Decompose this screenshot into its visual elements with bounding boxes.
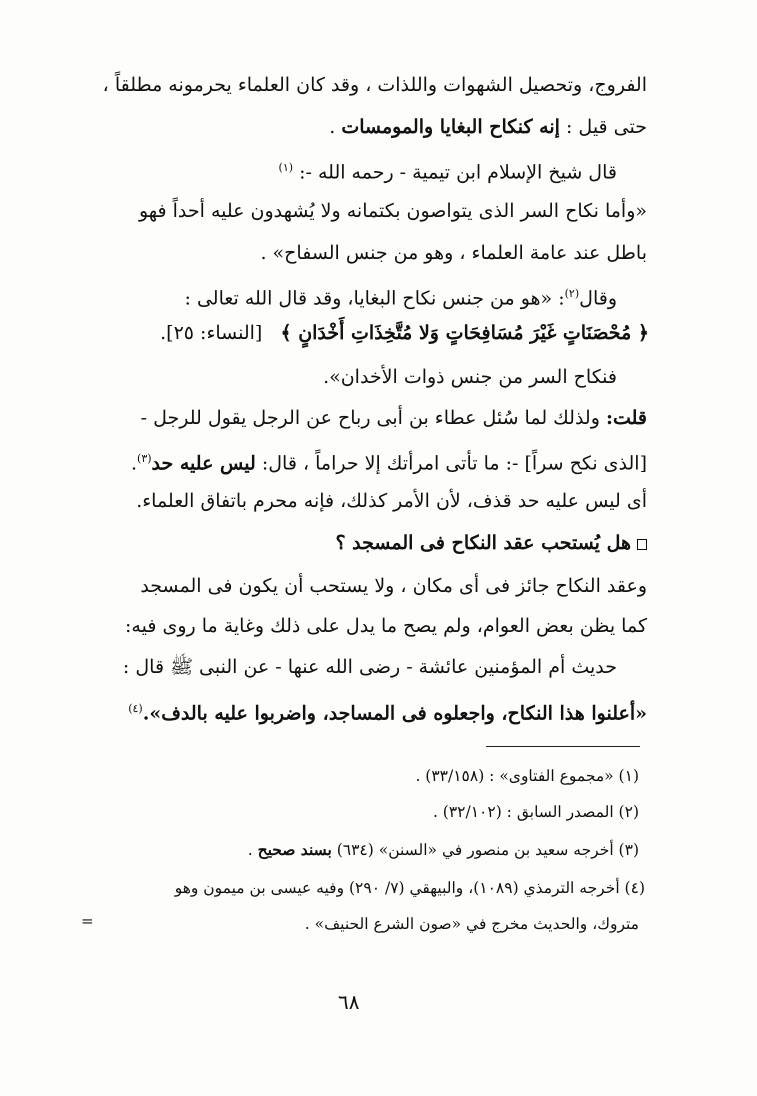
- body-line-3: قال شيخ الإسلام ابن تيمية - رحمه الله -: $^{(١)}$: [278, 161, 617, 184]
- footnote-ref-3: (٣): [137, 452, 152, 465]
- square-bullet-icon: [637, 539, 647, 550]
- bold-phrase: إنه كنكاح البغايا والمومسات: [341, 116, 560, 138]
- section-heading: هل يُستحب عقد النكاح فى المسجد ؟: [335, 528, 647, 558]
- body-line-8: قلت: ولذلك لما سُئل عطاء بن أبى رباح عن الرجل يقول للرجل -: [140, 407, 647, 429]
- footnote-ref-4: (٤): [128, 702, 143, 715]
- body-line-5: باطل عند عامة العلماء ، وهو من جنس السفاح» .: [260, 242, 647, 264]
- quran-verse-line: [160, 318, 649, 348]
- footnote-1: (١) «مجموع الفتاوى» : (٣٣/١٥٨) .: [415, 767, 639, 785]
- body-line-1: الفروج، وتحصيل الشهوات واللذات ، وقد كان العلماء يحرمونه مطلقاً ،: [102, 74, 647, 96]
- body-line-12: كما يظن بعض العوام، ولم يصح ما يدل على ذلك وغاية ما روى فيه:: [125, 615, 647, 637]
- qultu-label: قلت:: [605, 407, 647, 429]
- verse-reference: [النساء: ٢٥].: [160, 322, 263, 344]
- footnote-bold: بسند صحيح: [257, 840, 332, 859]
- body-line-2: حتى قيل : إنه كنكاح البغايا والمومسات .: [329, 116, 647, 138]
- footnote-3: (٣) أخرجه سعيد بن منصور في «السنن» (٦٣٤) بسند صحيح .: [247, 840, 639, 859]
- body-line-9: [الذى نكح سراً] -: ما تأتى امرأتك إلا حراماً ، قال: ليس عليه حد$^{(٣)}$.: [130, 452, 647, 475]
- bold-ruling: ليس عليه حد: [151, 452, 256, 475]
- page-number: ٦٨: [338, 990, 360, 1014]
- footnote-4-cont: متروك، والحديث مخرج في «صون الشرع الحنيف» .: [304, 915, 639, 933]
- footnote-separator: [486, 746, 640, 747]
- footnote-2: (٢) المصدر السابق : (٣٢/١٠٢) .: [432, 803, 639, 821]
- body-line-4: «وأما نكاح السر الذى يتواصون بكتمانه ولا يُشهدون عليه أحداً فهو: [138, 200, 647, 222]
- footnote-ref-1: (١): [278, 161, 294, 174]
- hadith-text: «أعلنوا هذا النكاح، واجعلوه فى المساجد، واضربوا عليه بالدف».: [142, 702, 647, 725]
- footnote-ref-2: (٢): [564, 287, 580, 300]
- body-line-13: حديث أم المؤمنين عائشة - رضى الله عنها - عن النبى ﷺ قال :: [122, 656, 617, 678]
- body-line-10: أى ليس عليه حد قذف، لأن الأمر كذلك، فإنه محرم باتفاق العلماء.: [136, 490, 647, 512]
- footnote-4: (٤) أخرجه الترمذي (١٠٨٩)، والبيهقي (٧/ ٢٩٠) وفيه عيسى بن ميمون وهو: [174, 879, 645, 897]
- body-line-14: [128, 694, 647, 728]
- body-line-6: وقال$^{(٢)}$: «هو من جنس نكاح البغايا، وقد قال الله تعالى :: [184, 287, 617, 310]
- continuation-mark: =: [81, 912, 94, 930]
- body-line-11: وعقد النكاح جائز فى أى مكان ، ولا يستحب أن يكون فى المسجد: [140, 575, 647, 597]
- quran-verse: ﴿ مُحْصَنَاتٍ غَيْرَ مُسَافِحَاتٍ وَلا مُتَّخِذَاتِ أَخْدَانٍ ﴾: [280, 322, 649, 344]
- body-line-7: فنكاح السر من جنس ذوات الأخدان».: [323, 366, 617, 388]
